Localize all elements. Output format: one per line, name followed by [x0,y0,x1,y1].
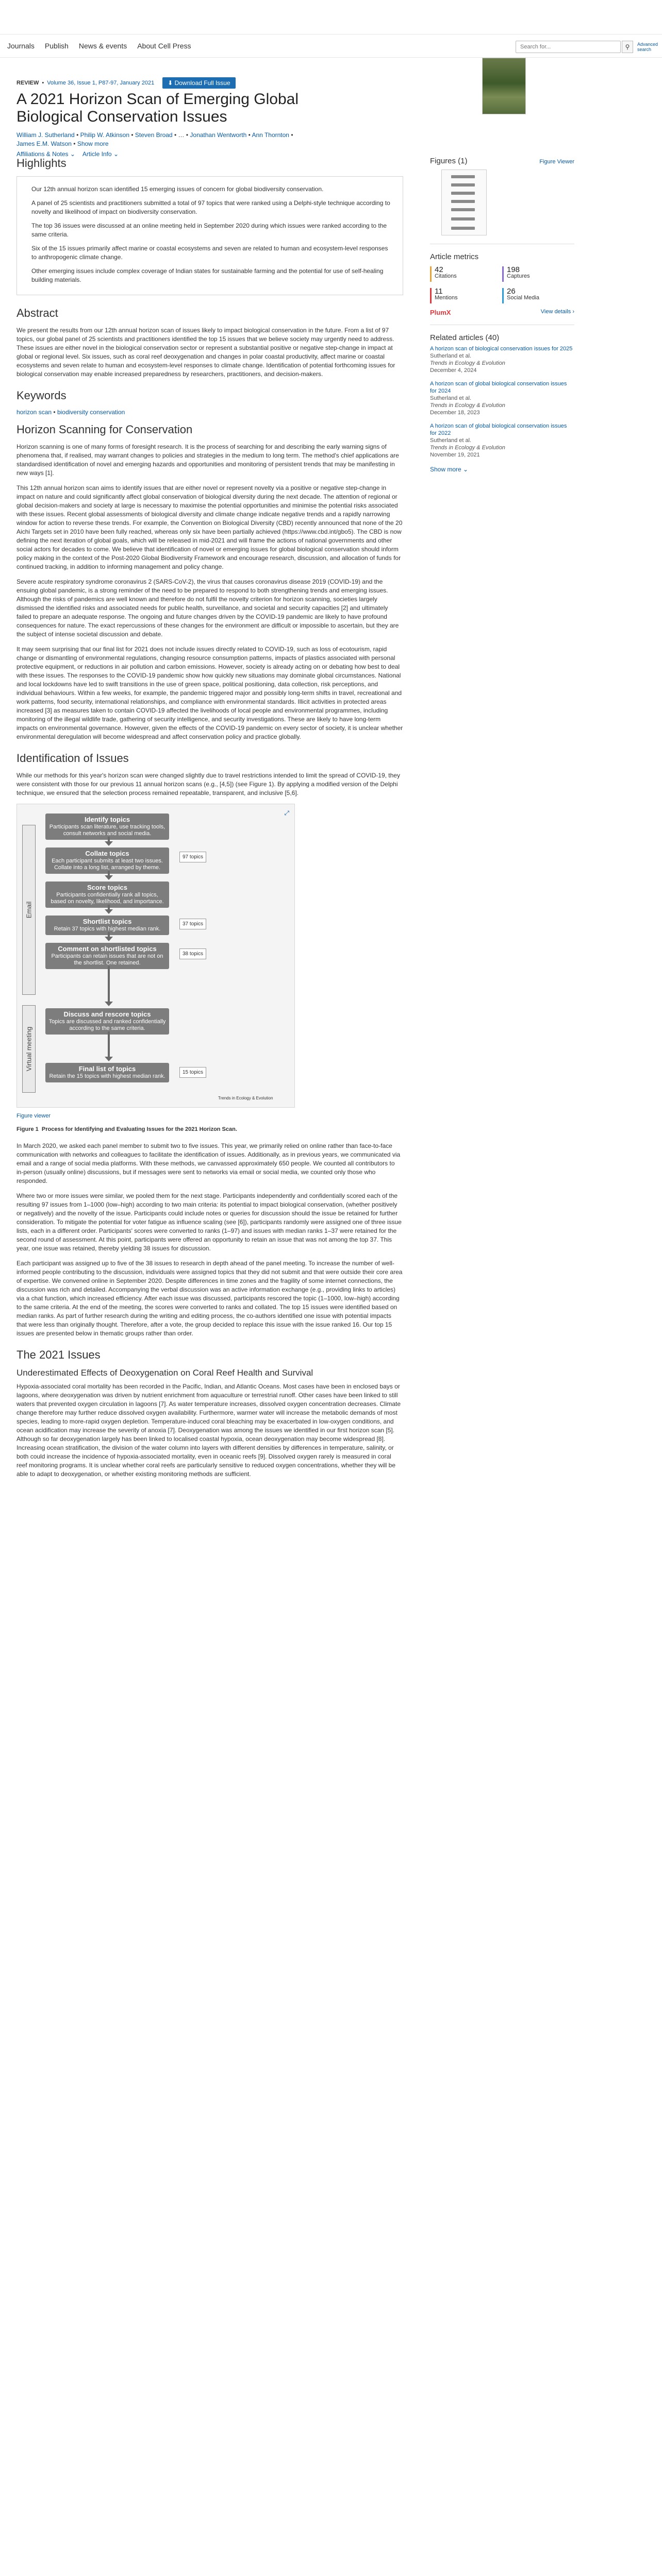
chevron-down-icon: ⌄ [70,150,75,158]
related-article-link[interactable]: A horizon scan of global biological conservation issues for 2024 [430,381,567,394]
keyword-list: horizon scan • biodiversity conservation [16,409,125,416]
article-type: REVIEW [16,80,39,86]
related-heading: Related articles (40) [430,333,500,342]
chevron-right-icon: › [572,309,574,315]
flow-arrow [105,909,113,914]
virtual-meeting-phase-label: Virtual meeting [22,1005,36,1093]
article-meta: REVIEW • Volume 36, Issue 1, P87-97, January 2021 ⬇ Download Full Issue [16,77,236,89]
highlight-item: Other emerging issues include complex coverage of Indian states for sustainable farming and the potential for use of self-healing building materials. [31,267,384,283]
paragraph: Horizon scanning is one of many forms of foresight research. It is the process of searching for and describing the early warning signs of phenomena that, if realised, may warrant changes to policies and strategies in the medium to long term. The method's chief applications are standardised identification of novel and emerging hazards and opportunities and monitoring of persistent trends that may be manifesting in new ways [1]. [16,443,399,477]
author-link[interactable]: Ann Thornton [252,131,289,139]
metrics-heading: Article metrics [430,252,479,261]
metric-social-media: 26 Social Media [502,288,574,303]
volume-link[interactable]: Volume 36, Issue 1, P87-97, January 2021 [47,80,155,86]
plumx-logo: PlumX [430,309,451,316]
highlight-item: Our 12th annual horizon scan identified 15 emerging issues of concern for global biodiversity conservation. [31,185,324,193]
view-details-link[interactable]: View details › [540,309,574,315]
metrics-grid [430,266,574,303]
topic-count: 97 topics [179,852,206,862]
author-link[interactable]: William J. Sutherland [16,131,75,139]
article-info-toggle[interactable]: Article Info ⌄ [82,150,119,158]
paragraph: In March 2020, we asked each panel member to submit two to five issues. This year, we primarily relied on online rather than face-to-face communication with networks and colleagues to facilitate the identification of issues. Additionally, as in previous years, we communicated via email and a range of social media platforms. With these methods, we canvassed approximately 650 people. We counted all contributors to in-person (usually online) discussions, but if messages were sent to networks via email or social media, we counted only those who responded. [16,1142,401,1184]
identification-section [16,752,403,1338]
section-heading: The 2021 Issues [16,1348,101,1361]
paragraph: Where two or more issues were similar, we pooled them for the next stage. Participants independently and confidentially scored each of the resulting 97 issues from 1–1000 (low–high) according to two main criteria: its potential to impact biological conservation, (whether positively or negatively) and the novelty of the issue. Participants could include notes or queries for discussion should the issue be retained for further consideration. To mitigate the potential for voter fatigue as influence scaling (see [6]), participants randomly were assigned one of three issue lists, each in a different order. Participants' scores were converted to ranks (1–97) and issues with median ranks 1–37 were retained for the second round of assessment. At this point, participants were offered an opportunity to retain an issue that was not among the top 37. This year, one issue was retained, thereby yielding 38 issues for discussion. [16,1192,402,1252]
section-heading: Horizon Scanning for Conservation [16,423,193,436]
expand-icon[interactable]: ⤢ [284,809,289,817]
paragraph: Each participant was assigned up to five of the 38 issues to research in depth ahead of the panel meeting. To increase the number of well-informed people contributing to the discussion, individuals were assigned topics that they did not submit and that were outside their core area of expertise. We convened online in September 2020. Despite differences in time zones and the fragility of some internet connections, the discussion was rich and detailed. Accompanying the verbal discussion was an active information exchange (e.g., providing links to articles) via a chat function, which increased efficiency. After each issue was discussed, participants rescored the topic (1–1000, low–high) according to the same criteria. At the end of the meeting, the scores were converted to ranks and collated. The top 15 issues were identified based on median ranks. As part of further research during the writing and editing process, the co-authors identified one issue with potential impacts that were less than originally thought. Therefore, after a vote, the group decided to replace this issue with the issue ranked 16. Our top 15 issues are presented below in thematic groups rather than order. [16,1260,403,1337]
metric-citations: 42 Citations [430,266,502,282]
metric-captures: 198 Captures [502,266,574,282]
figure-thumbnail[interactable] [441,170,487,235]
related-article: A horizon scan of biological conservation issues for 2025 Sutherland et al. Trends in Ecology & Evolution December 4, 2024 [430,345,574,374]
flow-step: Score topics Participants confidentially rank all topics, based on novelty, likelihood, and importance. [45,882,169,908]
keywords-section [16,389,403,416]
search-button[interactable] [622,41,633,53]
figure-caption: Figure 1 Process for Identifying and Evaluating Issues for the 2021 Horizon Scan. [16,1126,237,1132]
topic-count: 37 topics [179,919,206,929]
flow-arrow [105,937,113,941]
figures-heading: Figures (1) [430,157,468,165]
highlights-box [16,176,403,295]
keywords-heading: Keywords [16,389,67,402]
author-link[interactable]: Philip W. Atkinson [80,131,129,139]
issues-2021-section [16,1348,403,1479]
highlight-item: Six of the 15 issues primarily affect marine or coastal ecosystems and seven are related to human and ecosystem-level responses to anthropogenic climate change. [31,245,388,261]
topic-count: 38 topics [179,948,206,959]
author-link[interactable]: Jonathan Wentworth [190,131,247,139]
figures-panel-header [430,157,574,165]
figure-1-flowchart[interactable] [16,804,295,1108]
figure-credit: Trends in Ecology & Evolution [218,1096,273,1100]
flow-arrow [105,1057,113,1061]
related-article-link[interactable]: A horizon scan of global biological conservation issues for 2022 [430,423,567,436]
flow-arrow [105,875,113,880]
flow-step: Comment on shortlisted topics Participants can retain issues that are not on the shortlist. One retained. [45,943,169,969]
subsection-heading: Underestimated Effects of Deoxygenation on Coral Reef Health and Survival [16,1368,313,1378]
highlight-item: A panel of 25 scientists and practitioners submitted a total of 97 topics that were ranked using a Delphi-style technique according to novelty and likelihood of impact on biodiversity conservation. [31,199,390,215]
keyword-link[interactable]: biodiversity conservation [57,409,125,416]
chevron-down-icon: ⌄ [463,466,469,473]
author-list: William J. Sutherland • Philip W. Atkinson • Steven Broad • … • Jonathan Wentworth • Ann Thornton • James E.M. Watson • Show more [16,131,293,147]
search-icon: ⚲ [625,43,630,50]
flow-arrow [105,841,113,846]
paragraph: This 12th annual horizon scan aims to identify issues that are either novel or represent novelty via a positive or negative step-change in impact on nature and could significantly affect global conservation of biological diversity during the next decade. The attention of regional or global decision-makers and society at large is necessary to maximise the potential opportunities and minimise the potential risks associated with these issues. Recent global assessments of biological diversity and climate change indicate negative trends and a rapidly narrowing window for action to reverse these trends. For example, the Convention on Biological Diversity (CBD) recently announced that none of the 20 Aichi Targets set in 2010 have been fully reached, whereas only six have been partially achieved (https://www.cbd.int/gbo5). The CBD is now defining the next iteration of global goals, which will be released in mid-2021 and will frame the actions of national governments and other social actors for decades to come. We believe that identification of novel or emerging issues for global biological conservation should inform policy making in the context of the Post-2020 Global Biodiversity Framework and encourage research, discussion, and allocation of funds for continued tracking, in addition to informing management and policy change. [16,484,403,570]
highlights-section [16,157,403,295]
main-nav [0,34,662,58]
flow-step: Shortlist topics Retain 37 topics with highest median rank. [45,916,169,935]
show-more-authors[interactable]: Show more [77,140,109,147]
topic-count: 15 topics [179,1067,206,1078]
flow-step: Identify topics Participants scan literature, use tracking tools, consult networks and social media. [45,814,169,840]
paragraph: While our methods for this year's horizon scan were changed slightly due to travel restrictions intended to limit the spread of COVID-19, they were consistent with those for our previous 11 annual horizon scans (e.g., [4,5]) (see Figure 1). By applying a modified version of the Delphi technique, we ensured that the selection process remained repeatable, transparent, and inclusive [5,6]. [16,772,400,796]
metric-mentions: 11 Mentions [430,288,502,303]
related-article: A horizon scan of global biological conservation issues for 2022 Sutherland et al. Trends in Ecology & Evolution November 19, 2021 [430,422,574,459]
author-link[interactable]: Steven Broad [135,131,173,139]
horizon-scanning-section [16,423,403,741]
article-body [16,157,403,1485]
figure-viewer-link[interactable]: Figure viewer [16,1113,51,1119]
abstract-text: We present the results from our 12th annual horizon scan of issues likely to impact biological conservation in the future. From a list of 97 topics, our global panel of 25 scientists and practitioners identified the top 15 issues that we believe society may urgently need to address. These issues are either novel in the biological conservation sector or represent a substantial positive or negative step-change in impact at global or regional level. Six issues, such as coral reef deoxygenation and changes in polar coastal productivity, affect marine or coastal ecosystems and seven relate to human and ecosystem-level responses to climate change. Identification of potential forthcoming issues for biological conservation may enable increased preparedness by researchers, practitioners, and decision-makers. [16,327,395,378]
related-article: A horizon scan of global biological conservation issues for 2024 Sutherland et al. Trends in Ecology & Evolution December 18, 2023 [430,380,574,416]
paragraph: Severe acute respiratory syndrome coronavirus 2 (SARS-CoV-2), the virus that causes coronavirus disease 2019 (COVID-19) and the ensuing global pandemic, is a strong reminder of the need to be prepared to respond to both strengthening trends and emerging issues. Although the risks of pandemics are well known and therefore do not fulfil the novelty criterion for horizon scanning, societies largely dismissed the identified risks and associated needs for public health, surveillance, and societal and security capacities [2] and ultimately failed to prepare an adequate response. The ongoing and future changes driven by the COVID-19 pandemic are likely to have profound consequences for nature. The exact repercussions of these changes for the environment are difficult or impossible to ascertain, but they are the subject of intense societal discussion and debate. [16,578,399,638]
author-link[interactable]: James E.M. Watson [16,140,72,147]
search-input[interactable] [516,41,621,53]
abstract-heading: Abstract [16,307,58,319]
flow-step: Discuss and rescore topics Topics are discussed and ranked confidentially according to the same criteria. [45,1008,169,1035]
section-heading: Identification of Issues [16,752,129,765]
nav-publish[interactable]: Publish [44,42,69,50]
sidebar [430,157,574,474]
related-article-link[interactable]: A horizon scan of biological conservation issues for 2025 [430,346,573,352]
email-phase-label: Email [22,825,36,995]
journal-cover-image[interactable] [482,58,526,114]
advanced-search-link[interactable]: Advanced search [637,42,658,52]
nav-about[interactable]: About Cell Press [137,42,191,50]
nav-links [7,42,191,50]
abstract-section [16,307,403,379]
nav-news-events[interactable]: News & events [78,42,127,50]
flow-arrow [105,1002,113,1006]
related-list [430,345,574,459]
figure-viewer-link[interactable]: Figure Viewer [539,159,574,165]
paragraph: Hypoxia-associated coral mortality has been recorded in the Pacific, Indian, and Atlantic Oceans. Most cases have been in enclosed bays or lagoons, where deoxygenation was driven by nutrient enrichment from aquaculture or terrestrial runoff. Other cases have been linked to still waters that prevented oxygen circulation in lagoons [7]. As water temperature increases, dissolved oxygen concentration decreases. Climate change therefore may further reduce dissolved oxygen availability. Furthermore, warmer water will increase the metabolic demands of most species, leading to more-rapid oxygen depletion. Temperature-induced coral bleaching may be exacerbated in low-oxygen conditions, and ocean acidification may increase the severity of anoxia [7]. Deoxygenation was among the issues we identified in our first horizon scan [5]. Although so far deoxygenation largely has been linked to localised coastal hypoxia, ocean deoxygenation may become widespread [8]. Increasing ocean stratification, the division of the water column into layers with different densities by differences in temperature, salinity, or both could increase the incidence of hypoxia-associated mortality, even in oceanic reefs [9]. Dissolved oxygen rarely is measured in coral reef monitoring programs. It is unclear whether coral reefs are particularly sensitive to reduced oxygen concentrations, whether they will be able to adapt to deoxygenation, or whether existing monitoring methods are sufficient. [16,1383,401,1478]
article-title: A 2021 Horizon Scan of Emerging Global Biological Conservation Issues [16,91,299,125]
show-more-related[interactable]: Show more ⌄ [430,466,469,473]
nav-journals[interactable]: Journals [7,42,35,50]
paragraph: It may seem surprising that our final list for 2021 does not include issues directly related to COVID-19, such as loss of ecotourism, rapid change or dismantling of environmental regulations, changing resource consumption patterns, impacts of plastics associated with personal protective equipment, or reductions in air pollution and carbon emissions. However, society is already acting on or debating how best to deal with these issues. The responses to the COVID-19 pandemic show how quickly new situations may dominate global circumstances. National and local lockdowns have led to swift transitions in the use of green space, political positioning, data collection, risk perceptions, and individual behaviours. Within a few weeks, for example, the pandemic triggered major and possibly long-term shifts in travel, recreational and work patterns, food security, international relationships, and compliance with environmental standards. Illicit activities in protected areas increased [3] as measures taken to contain COVID-19 affected the livelihoods of local people and environmental programmes, including monitoring of the illegal wildlife trade, gathering of security intelligence, and security investigations. These are likely to have long-term impacts on environmental governance. However, given the effects of the COVID-19 pandemic on every sector of society, it is unclear whether environmental deregulation will become widespread and affect conservation policy and practice globally. [16,646,403,740]
highlight-item: The top 36 issues were discussed at an online meeting held in September 2020 during which issues were ranked according to the same criteria. [31,222,387,238]
affiliations-toggle[interactable]: Affiliations & Notes ⌄ [16,150,75,158]
highlights-heading: Highlights [16,157,67,170]
flow-step: Collate topics Each participant submits at least two issues. Collate into a long list, arranged by theme. [45,848,169,874]
flow-step: Final list of topics Retain the 15 topics with highest median rank. [45,1063,169,1082]
site-header [0,0,662,34]
chevron-down-icon: ⌄ [113,150,119,158]
keyword-link[interactable]: horizon scan [16,409,52,416]
download-issue-button[interactable]: ⬇ Download Full Issue [162,77,235,89]
